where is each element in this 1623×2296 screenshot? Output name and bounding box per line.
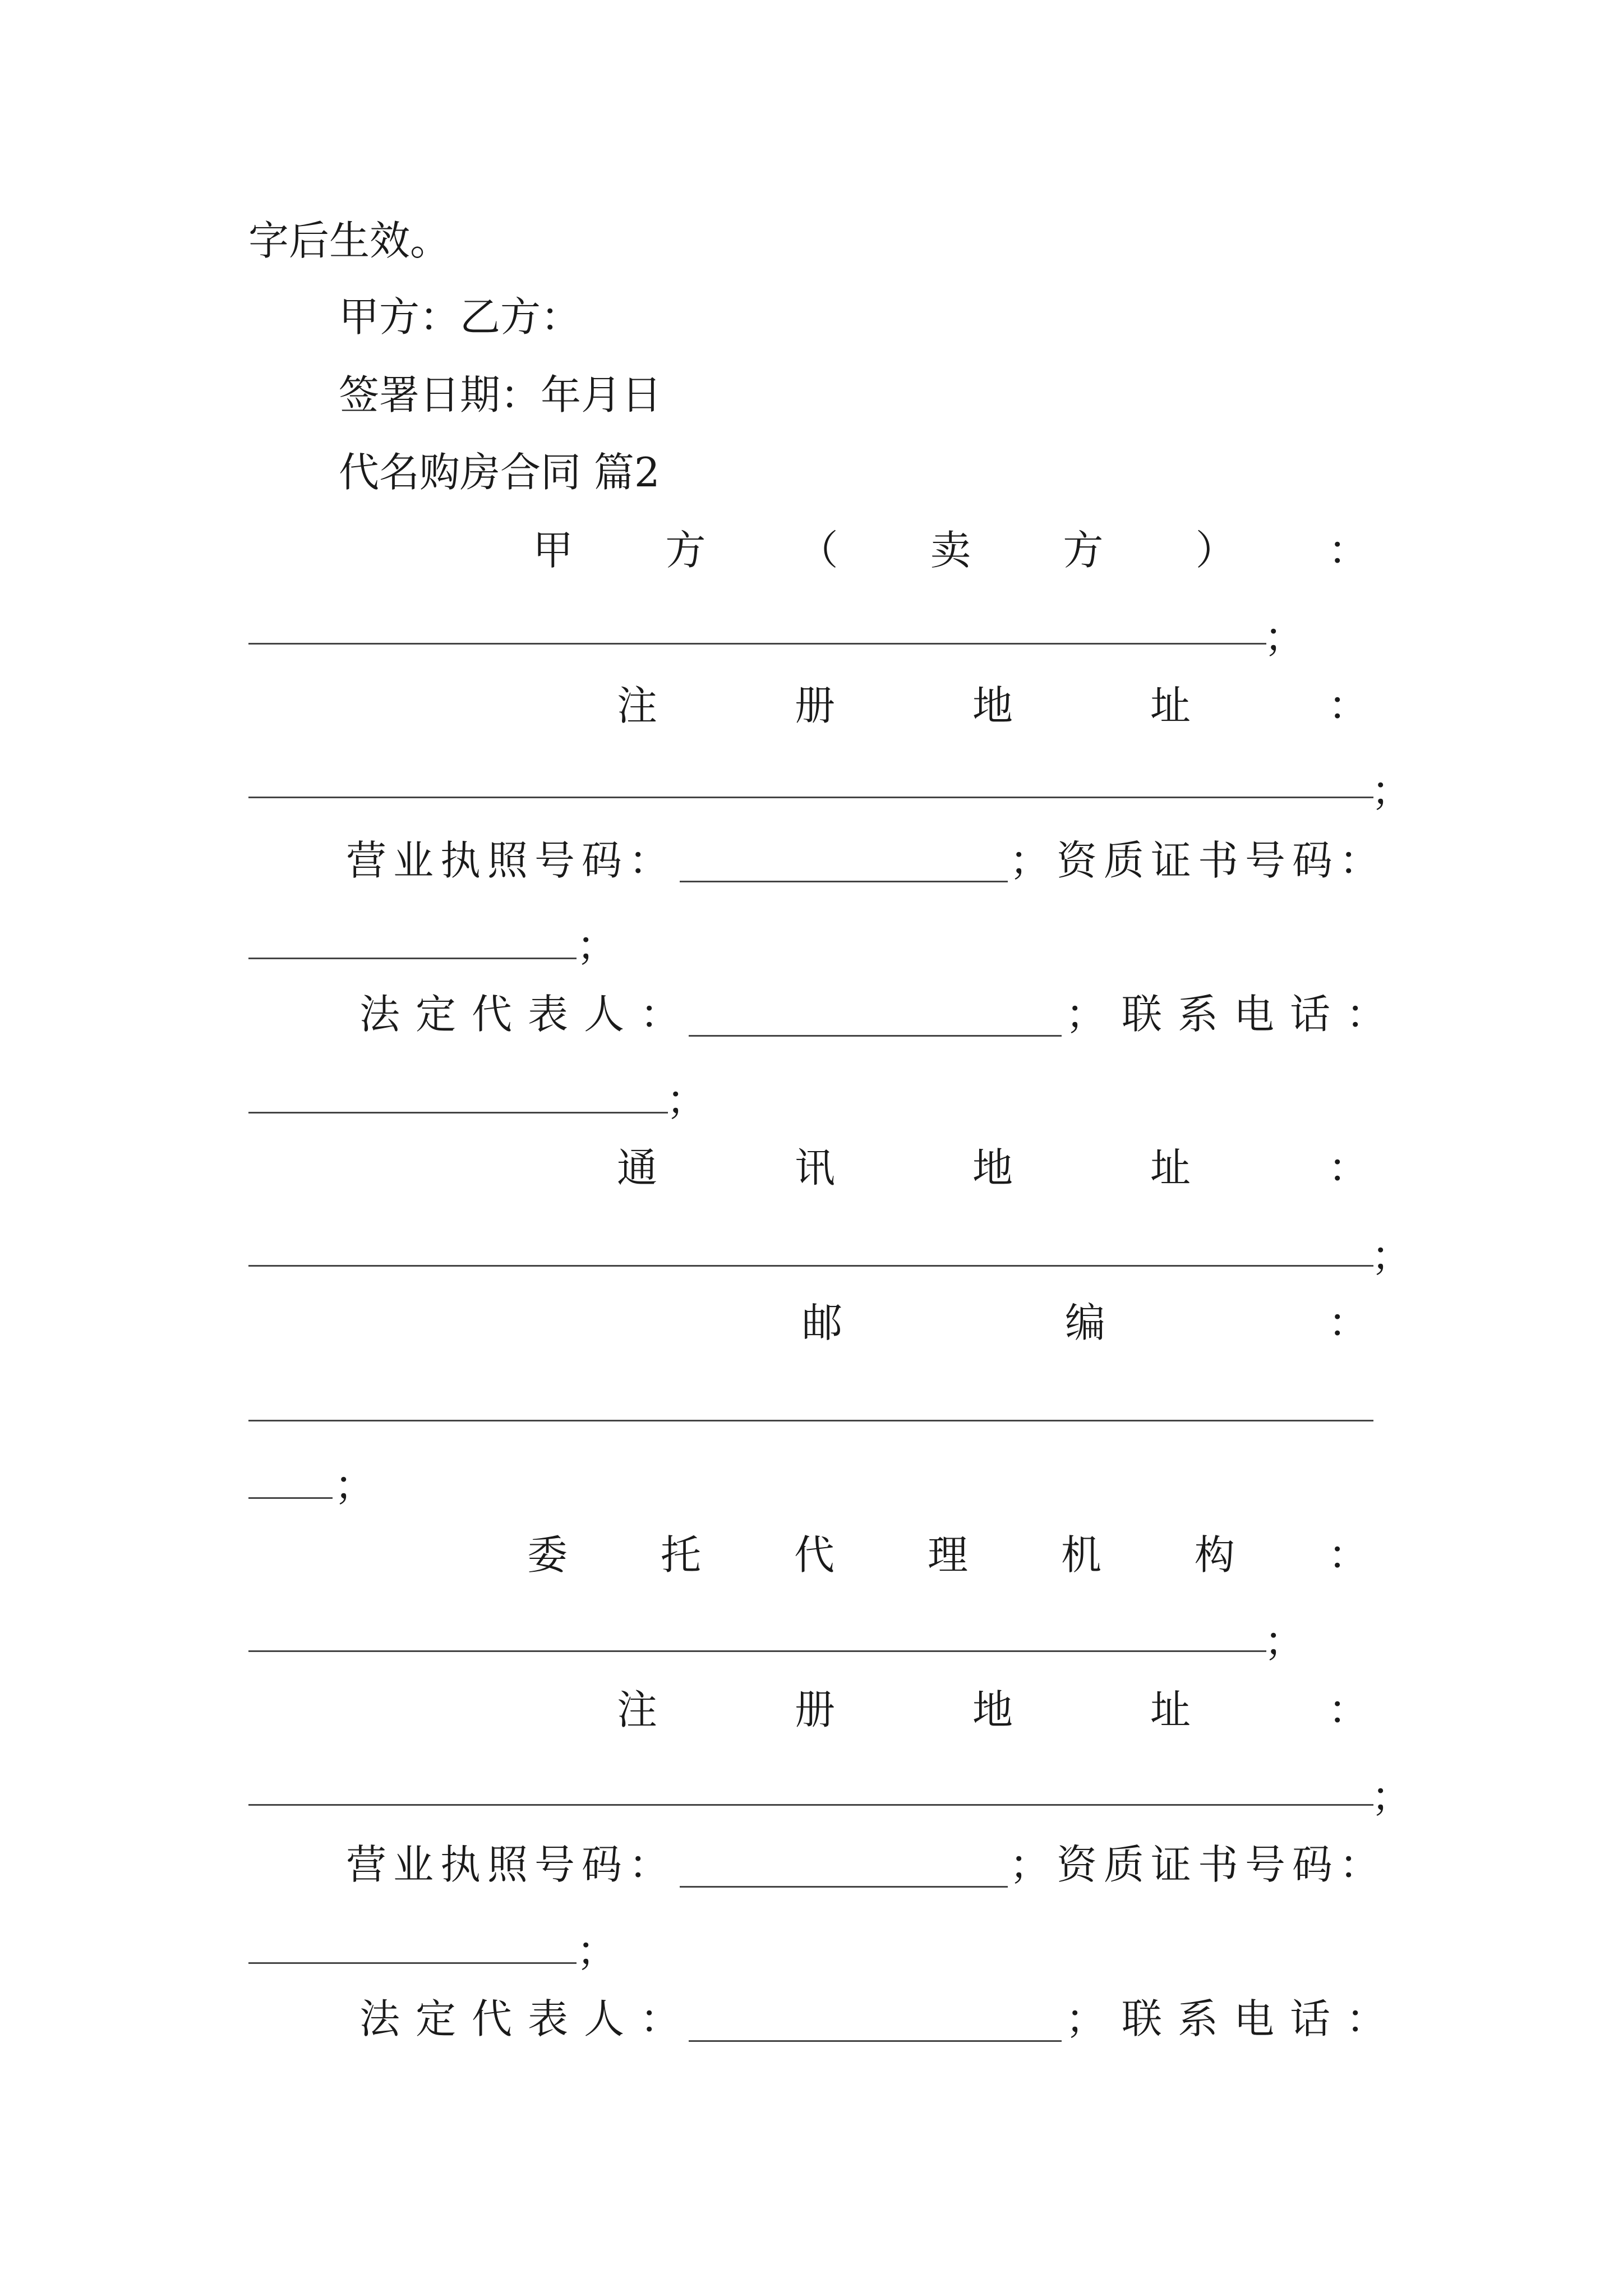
label-char: 理	[927, 1531, 968, 1579]
fill-blank-seller-postcode-cont[interactable]	[248, 1497, 333, 1499]
seller-postcode-label	[802, 1299, 1368, 1346]
label-char: ：	[1327, 1144, 1368, 1191]
label-char: （	[797, 527, 838, 574]
label-char: 机	[1061, 1531, 1101, 1579]
seller-reg-address-label	[617, 682, 1368, 729]
label-char: 址	[1150, 1686, 1191, 1733]
semicolon: ；	[334, 1462, 375, 1509]
agency-phone-label: ；联系电话：	[1066, 1995, 1403, 2042]
fill-blank-seller-postcode[interactable]	[248, 1420, 1373, 1421]
seller-legal-rep-label: 法定代表人：	[359, 991, 697, 1038]
label-char: 册	[794, 1686, 835, 1733]
fill-blank-seller-legal-rep[interactable]	[689, 1035, 1062, 1037]
agency-reg-address-label	[617, 1686, 1368, 1733]
semicolon: ；	[1264, 614, 1305, 661]
label-char: 地	[972, 1144, 1013, 1191]
label-char: 构	[1194, 1531, 1235, 1579]
label-char: 卖	[930, 527, 971, 574]
signature-line: 甲方：乙方：	[339, 293, 582, 341]
fill-blank-agency-legal-rep[interactable]	[689, 2040, 1062, 2042]
label-char: 注	[617, 1686, 658, 1733]
label-char: 注	[617, 682, 658, 729]
semicolon: ；	[1371, 1232, 1412, 1280]
label-char: 方	[1063, 527, 1104, 574]
label-char: 址	[1150, 682, 1191, 729]
label-char: 代	[794, 1531, 834, 1579]
label-char: 址	[1150, 1144, 1191, 1191]
semicolon: ；	[577, 922, 617, 969]
fill-blank-agency-license[interactable]	[680, 1886, 1008, 1888]
label-char: ：	[1327, 682, 1368, 729]
label-char: 编	[1064, 1299, 1105, 1346]
fill-blank-seller-reg-address[interactable]	[248, 797, 1373, 798]
label-char: 委	[527, 1531, 568, 1579]
agency-legal-rep-label: 法定代表人：	[359, 1995, 697, 2042]
fill-blank-seller-phone[interactable]	[248, 1112, 668, 1114]
seller-license-label: 营业执照号码：	[346, 837, 676, 884]
label-char: 地	[972, 1686, 1013, 1733]
label-char: 地	[972, 682, 1013, 729]
semicolon: ；	[1371, 767, 1412, 815]
fill-blank-agency-name[interactable]	[248, 1650, 1266, 1652]
fill-blank-agency-qualification[interactable]	[248, 1962, 577, 1964]
agency-label	[527, 1531, 1368, 1579]
signing-date-line: 签署日期：年月日	[339, 371, 662, 418]
label-char: ：	[1327, 527, 1368, 574]
label-char: 方	[665, 527, 706, 574]
semicolon: ；	[577, 1927, 617, 1975]
semicolon: ；	[1371, 1773, 1412, 1820]
label-char: ：	[1327, 1531, 1368, 1579]
fill-blank-agency-reg-address[interactable]	[248, 1804, 1373, 1806]
fill-blank-seller-license[interactable]	[680, 881, 1008, 882]
section-title: 代名购房合同 篇2	[339, 449, 660, 496]
seller-mail-address-label	[617, 1144, 1368, 1191]
label-char: 讯	[794, 1144, 835, 1191]
label-char: 邮	[802, 1299, 843, 1346]
label-char: 托	[660, 1531, 701, 1579]
agency-qualification-label: ；资质证书号码：	[1009, 1841, 1387, 1888]
agency-license-label: 营业执照号码：	[346, 1841, 676, 1888]
text-line: 字后生效。	[248, 217, 451, 264]
semicolon: ；	[666, 1076, 707, 1124]
label-char: ：	[1327, 1686, 1368, 1733]
fill-blank-seller-qualification[interactable]	[248, 958, 577, 959]
fill-blank-seller-name[interactable]	[248, 643, 1266, 645]
semicolon: ；	[1264, 1618, 1305, 1665]
seller-party-label	[533, 527, 1368, 574]
label-char: 甲	[533, 527, 574, 574]
seller-phone-label: ；联系电话：	[1066, 991, 1403, 1038]
seller-qualification-label: ；资质证书号码：	[1009, 837, 1387, 884]
label-char: ）	[1195, 527, 1236, 574]
fill-blank-seller-mail-address[interactable]	[248, 1265, 1373, 1267]
label-char: 册	[794, 682, 835, 729]
label-char: ：	[1327, 1299, 1368, 1346]
label-char: 通	[617, 1144, 658, 1191]
